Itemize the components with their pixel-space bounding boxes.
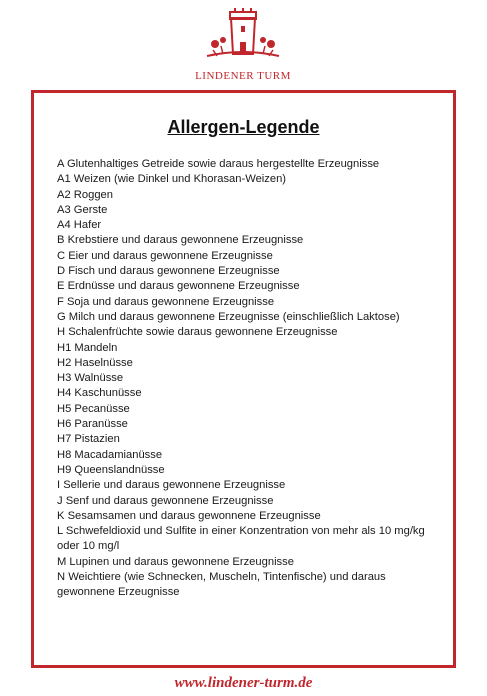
tower-icon	[193, 4, 293, 72]
allergen-item: H6 Paranüsse	[57, 418, 128, 431]
allergen-item: A3 Gerste	[57, 203, 108, 216]
page-title: Allergen-Legende	[167, 117, 320, 137]
allergen-item: H8 Macadamianüsse	[57, 448, 163, 461]
allergen-item: A4 Hafer	[57, 219, 102, 232]
allergen-item: J Senf und daraus gewonnene Erzeugnisse	[57, 494, 274, 507]
allergen-item: F Soja und daraus gewonnene Erzeugnisse	[57, 295, 275, 308]
allergen-item: L Schwefeldioxid und Sulfite in einer Konzentration von mehr als 10 mg/kg oder 10 mg/l	[57, 525, 425, 553]
allergen-item: C Eier und daraus gewonnene Erzeugnisse	[57, 249, 273, 262]
allergen-item: N Weichtiere (wie Schnecken, Muscheln, Tintenfische) und daraus gewonnene Erzeugnisse	[57, 571, 386, 599]
allergen-item: I Sellerie und daraus gewonnene Erzeugnisse	[57, 479, 286, 492]
allergen-item: G Milch und daraus gewonnene Erzeugnisse (einschließlich Laktose)	[57, 310, 400, 323]
allergen-item: A Glutenhaltiges Getreide sowie daraus hergestellte Erzeugnisse	[57, 158, 380, 170]
allergen-item: H9 Queenslandnüsse	[57, 463, 165, 476]
allergen-item: M Lupinen und daraus gewonnene Erzeugnisse	[57, 555, 294, 568]
allergen-item: H1 Mandeln	[57, 341, 118, 354]
allergen-item: H5 Pecanüsse	[57, 402, 130, 415]
logo	[193, 4, 293, 84]
allergen-item: A1 Weizen (wie Dinkel und Khorasan-Weizen)	[57, 173, 287, 186]
allergen-item: H3 Walnüsse	[57, 372, 124, 385]
allergen-card	[31, 90, 456, 668]
allergen-item: K Sesamsamen und daraus gewonnene Erzeugnisse	[57, 509, 321, 522]
allergen-item: E Erdnüsse und daraus gewonnene Erzeugnisse	[57, 280, 300, 293]
logo-text: LINDENER TURM	[195, 70, 291, 82]
allergen-item: H Schalenfrüchte sowie daraus gewonnene Erzeugnisse	[57, 326, 338, 339]
allergen-item: D Fisch und daraus gewonnene Erzeugnisse	[57, 265, 280, 278]
allergen-item: H2 Haselnüsse	[57, 356, 133, 369]
allergen-item: A2 Roggen	[57, 188, 113, 201]
allergen-item: H7 Pistazien	[57, 433, 120, 446]
allergen-item: B Krebstiere und daraus gewonnene Erzeugnisse	[57, 234, 304, 247]
allergen-list	[57, 157, 427, 601]
website-link[interactable]: www.lindener-turm.de	[174, 675, 313, 691]
allergen-item: H4 Kaschunüsse	[57, 387, 142, 400]
